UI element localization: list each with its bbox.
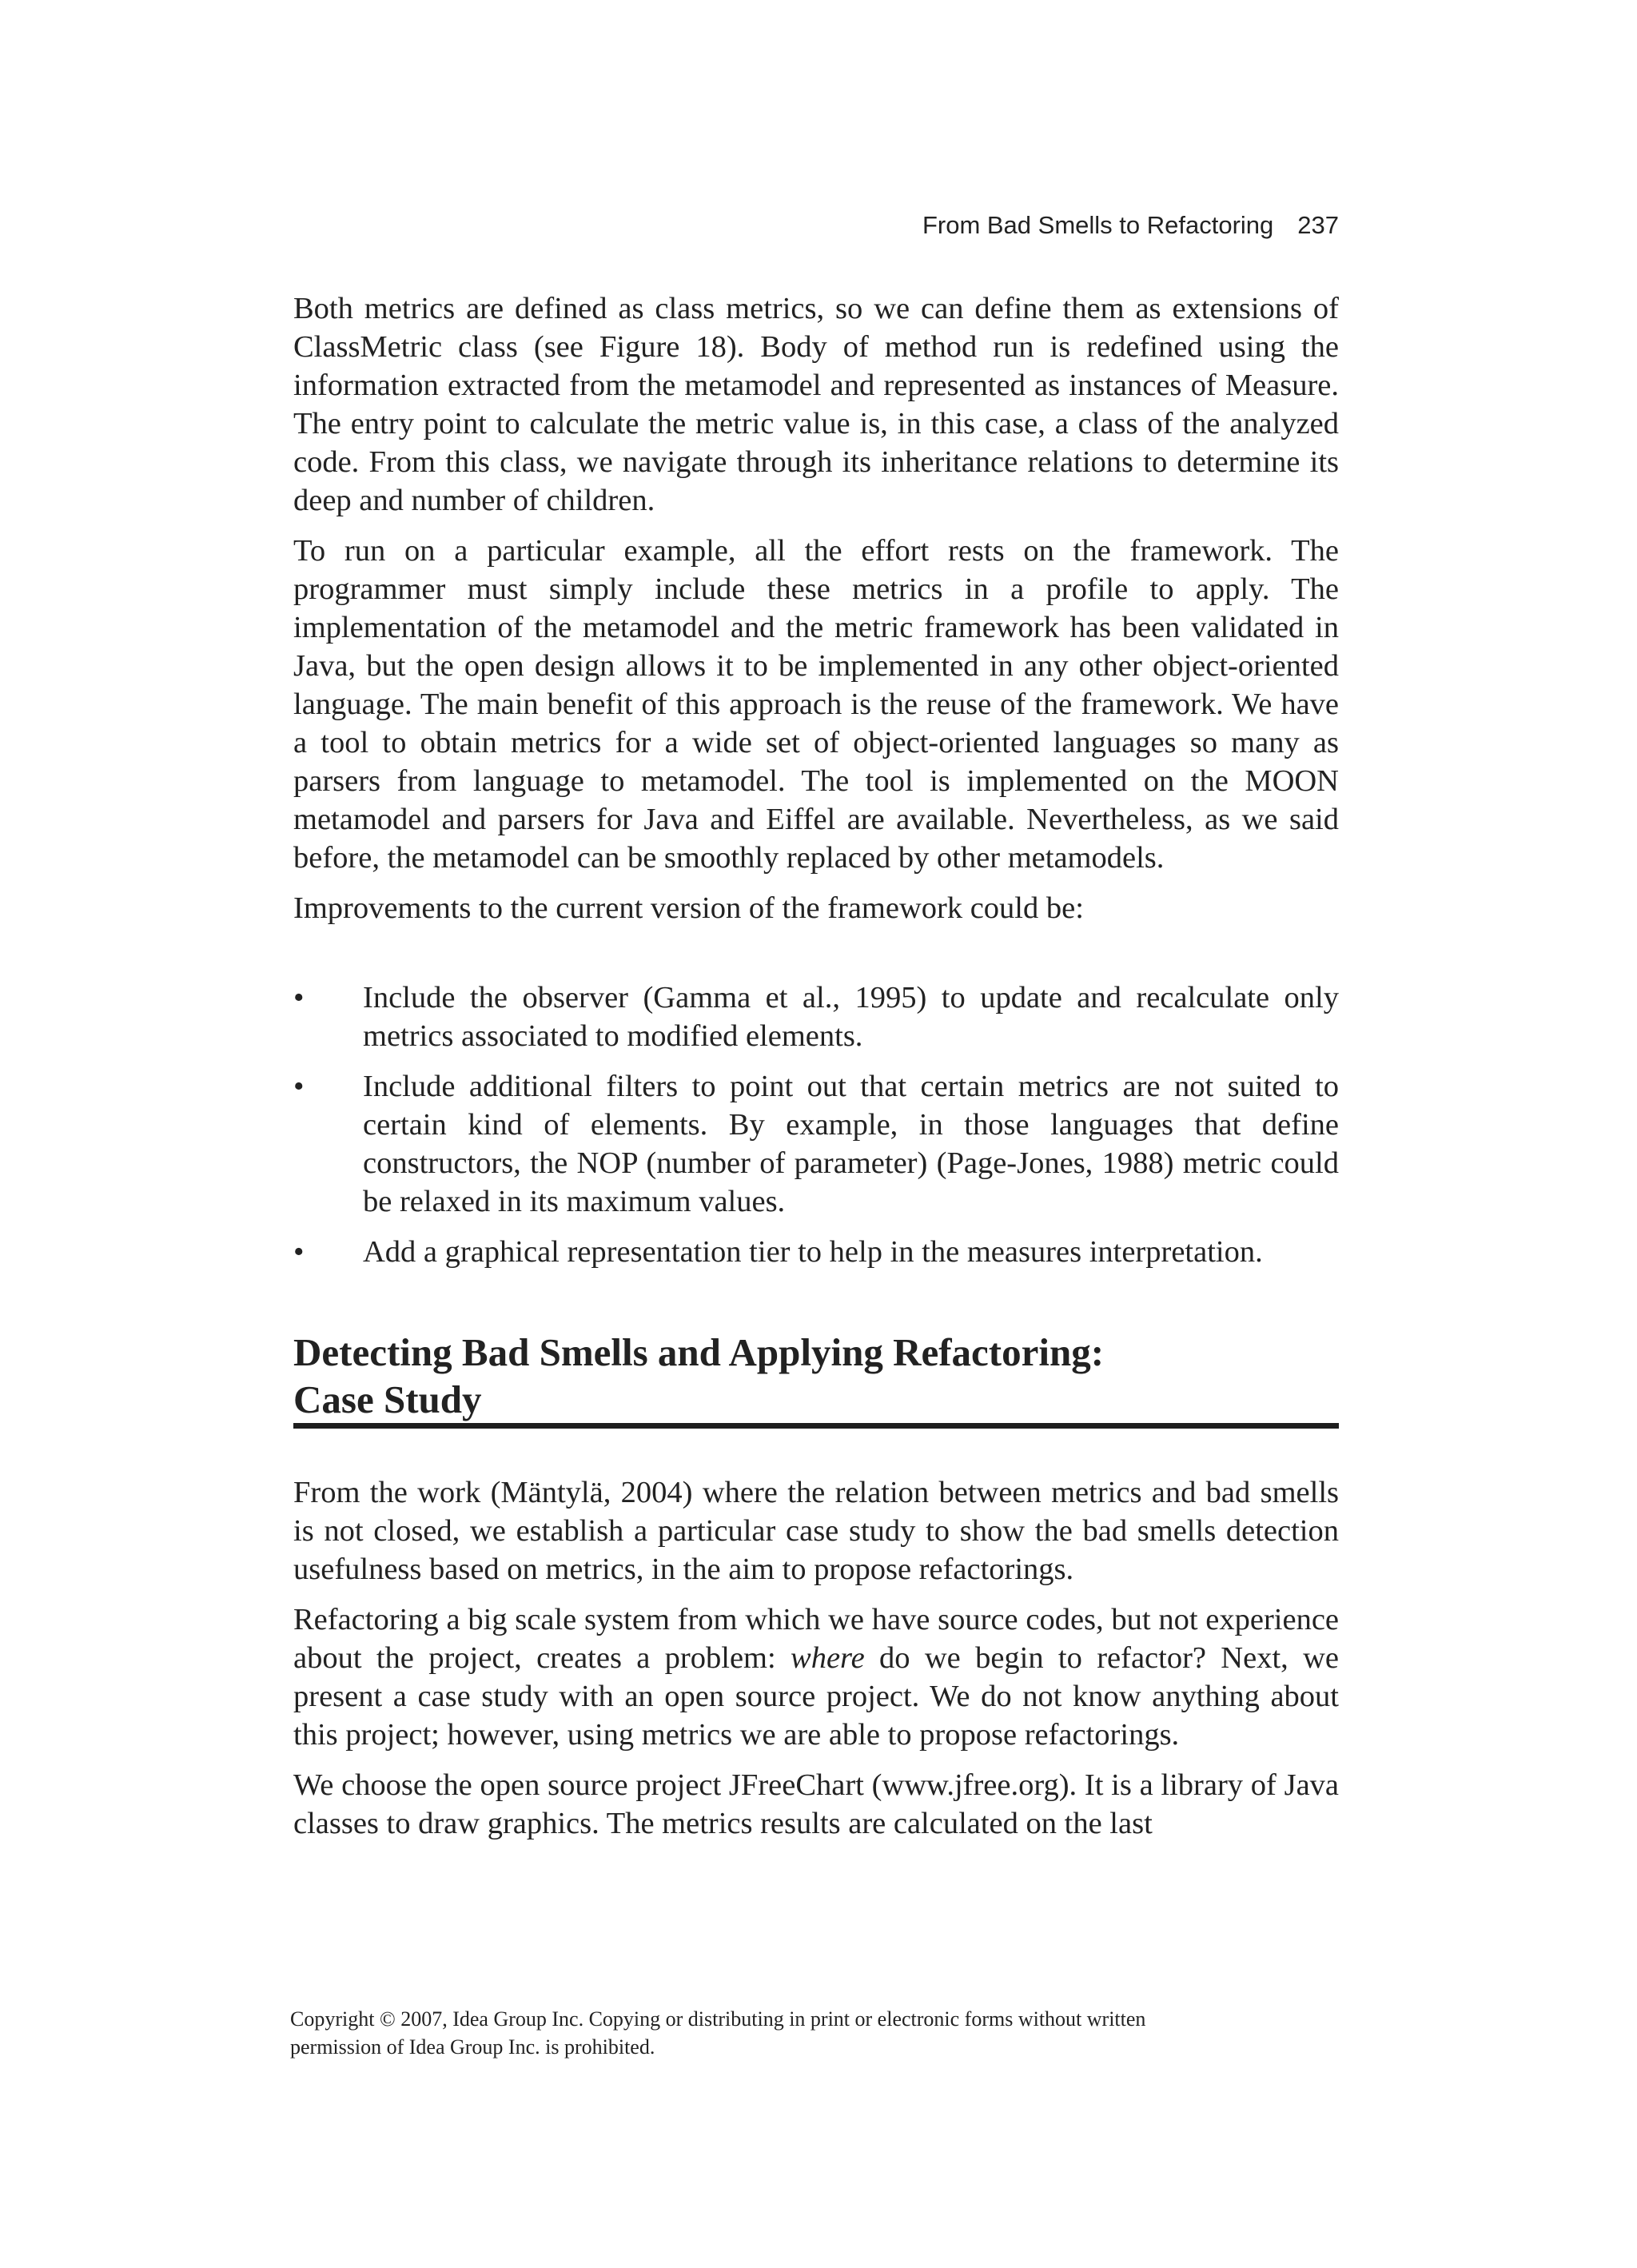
section-paragraph-3: We choose the open source project JFreeChart (www.jfree.org). It is a library of Java classes to draw graphics. The metrics results are calculated on the last: [293, 1768, 1339, 1840]
running-title: From Bad Smells to Refactoring: [922, 211, 1274, 239]
list-item-text: Include additional filters to point out that certain metrics are not suited to certain kind of elements. By example, in those languages that define constructors, the NOP (number of parameter) (Page-Jones, 1988) metric could be relaxed in its maximum values.: [363, 1070, 1339, 1218]
section-paragraph-2-start: Refactoring a big scale system from which we have source codes, but not experience about the project, creates a problem:: [293, 1603, 1339, 1675]
list-item-text: Include the observer (Gamma et al., 1995) to update and recalculate only metrics associated to modified elements.: [363, 981, 1339, 1053]
section-paragraph-2: [293, 1600, 1339, 1754]
section-heading-line-1: Detecting Bad Smells and Applying Refactoring:: [293, 1330, 1105, 1374]
list-item-text: Add a graphical representation tier to help in the measures interpretation.: [363, 1235, 1263, 1269]
copyright-line-1: Copyright © 2007, Idea Group Inc. Copying or distributing in print or electronic forms without written: [290, 2007, 1146, 2031]
heading-rule: [293, 1423, 1339, 1429]
page-number: 237: [1297, 211, 1339, 239]
section-heading-line-2: Case Study: [293, 1377, 482, 1421]
list-item: [293, 1233, 1339, 1271]
list-item: [293, 979, 1339, 1055]
running-head: [292, 209, 1339, 241]
copyright-footer: [290, 2005, 1329, 2061]
bullet-marker: •: [293, 981, 305, 1014]
section-paragraph-2-end: do we begin to refactor? Next, we present a case study with an open source project. We do not know anything about this project; however, using metrics we are able to propose refactorings.: [293, 1641, 1339, 1752]
bullet-marker: •: [293, 1235, 305, 1269]
section-heading: [293, 1329, 1339, 1423]
emphasis-where: where: [791, 1641, 865, 1675]
bullet-marker: •: [293, 1070, 305, 1103]
section-paragraph-1: From the work (Mäntylä, 2004) where the relation between metrics and bad smells is not closed, we establish a particular case study to show the bad smells detection usefulness based on metrics, in the aim to propose refactorings.: [293, 1476, 1339, 1586]
body-paragraph-1: Both metrics are defined as class metrics, so we can define them as extensions of ClassMetric class (see Figure 18). Body of method run is redefined using the information extracted from the metamodel and represented as instances of Measure. The entry point to calculate the metric value is, in this case, a class of the analyzed code. From this class, we navigate through its inheritance relations to determine its deep and number of children.: [293, 292, 1339, 517]
copyright-line-2: permission of Idea Group Inc. is prohibited.: [290, 2035, 655, 2059]
body-paragraph-3: Improvements to the current version of the framework could be:: [293, 891, 1084, 925]
page-body: [293, 289, 1339, 1855]
improvements-list: [293, 979, 1339, 1271]
body-paragraph-2: To run on a particular example, all the effort rests on the framework. The programmer must simply include these metrics in a profile to apply. The implementation of the metamodel and the metric framework has been validated in Java, but the open design allows it to be implemented in any other object-oriented language. The main benefit of this approach is the reuse of the framework. We have a tool to obtain metrics for a wide set of object-oriented languages so many as parsers from language to metamodel. The tool is implemented on the MOON metamodel and parsers for Java and Eiffel are available. Nevertheless, as we said before, the metamodel can be smoothly replaced by other metamodels.: [293, 534, 1339, 875]
list-item: [293, 1067, 1339, 1221]
